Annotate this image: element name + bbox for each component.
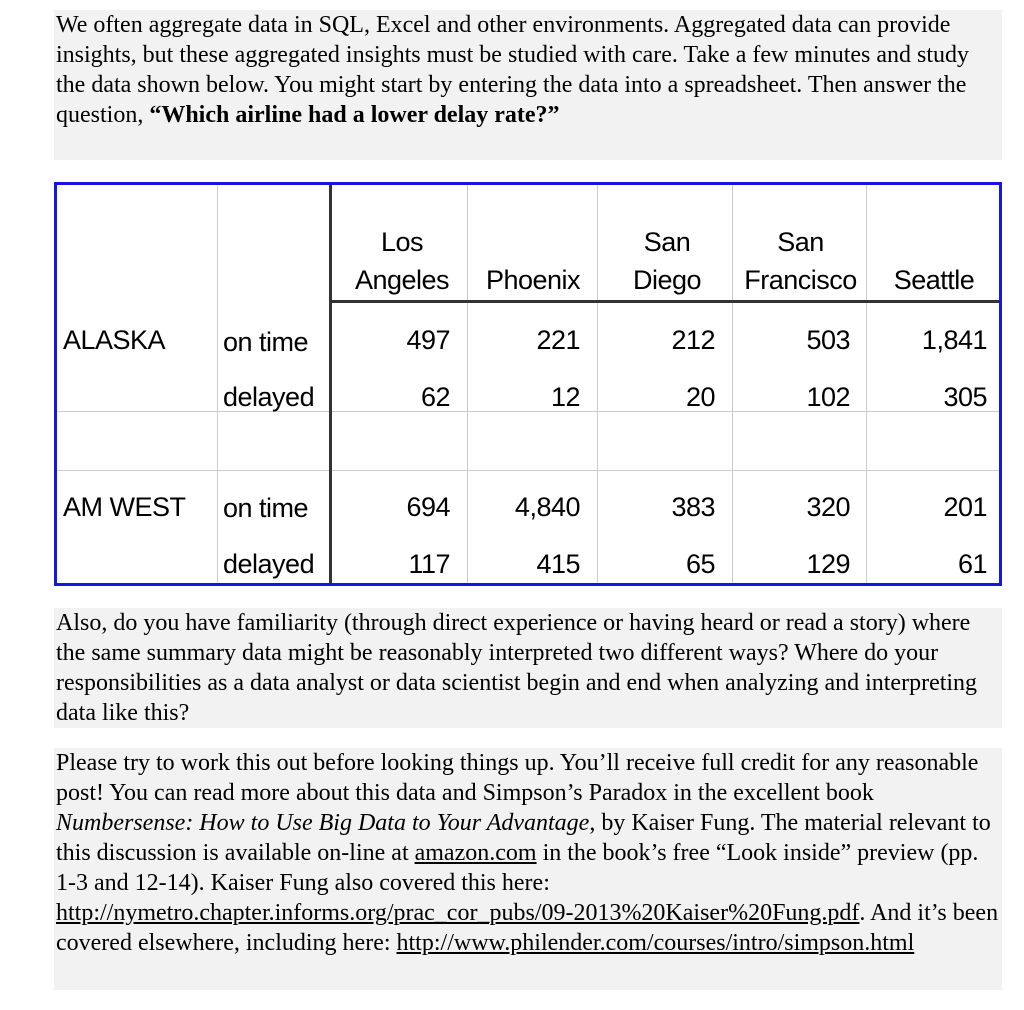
credit-text-4: . And it’s been covered elsewhere, including here: <box>56 900 999 956</box>
book-title: Numbersense: How to Use Big Data to Your Advantage <box>56 810 590 836</box>
credit-text-3: in the book’s free “Look inside” preview (pp. 1-3 and 12-14). Kaiser Fung also covered this here: <box>56 840 979 896</box>
value-cell: 1,841 <box>921 325 987 355</box>
value-cell: 383 <box>671 492 715 522</box>
value-cell: 117 <box>408 549 450 579</box>
value-cell: 694 <box>406 492 450 522</box>
header-phoenix: Phoenix <box>485 265 581 295</box>
value-cell: 62 <box>420 382 450 412</box>
intro-text: We often aggregate data in SQL, Excel and other environments. Aggregated data can provide insights, but these aggregated insights must be studied with care. Take a few minutes and study the data shown below. You might start by entering the data into a spreadsheet. Then answer the question, <box>56 12 970 128</box>
table-grid <box>57 185 999 583</box>
value-cell: 129 <box>806 549 850 579</box>
value-cell: 503 <box>806 325 850 355</box>
value-cell: 320 <box>806 492 850 522</box>
header-san-francisco: San Francisco <box>744 227 857 295</box>
value-cell: 212 <box>671 325 715 355</box>
value-cell: 61 <box>957 549 987 579</box>
intro-paragraph <box>54 10 1002 160</box>
credit-text-1: Please try to work this out before looking things up. You’ll receive full credit for any reasonable post! You can read more about this data and Simpson’s Paradox in the excellent book <box>56 750 979 806</box>
status-on-time: on time <box>223 493 309 523</box>
delay-data-table <box>54 182 1002 586</box>
amazon-link[interactable]: amazon.com <box>414 840 537 866</box>
status-delayed: delayed <box>223 382 315 412</box>
credit-text-2: , by Kaiser Fung. The material relevant to this discussion is available on-line at <box>56 810 991 866</box>
value-cell: 415 <box>536 549 580 579</box>
credit-paragraph <box>54 748 1002 990</box>
informs-pdf-link[interactable]: http://nymetro.chapter.informs.org/prac_cor_pubs/09-2013%20Kaiser%20Fung.pdf <box>56 900 860 926</box>
value-cell: 4,840 <box>514 492 580 522</box>
familiarity-text: Also, do you have familiarity (through direct experience or having heard or read a story) where the same summary data might be reasonably interpreted two different ways? Where do your responsibilities as a data analyst or data scientist begin and end when analyzing and interpreting data like this? <box>56 610 978 726</box>
header-seattle: Seattle <box>893 265 975 295</box>
philender-link[interactable]: http://www.philender.com/courses/intro/simpson.html <box>396 930 915 956</box>
header-los-angeles: Los Angeles <box>354 227 450 295</box>
status-on-time: on time <box>223 327 309 357</box>
header-san-diego: San Diego <box>632 227 702 295</box>
status-delayed: delayed <box>223 549 315 579</box>
airline-am-west: AM WEST <box>63 492 186 522</box>
value-cell: 65 <box>685 549 715 579</box>
value-cell: 20 <box>685 382 715 412</box>
value-cell: 305 <box>943 382 987 412</box>
value-cell: 102 <box>806 382 850 412</box>
value-cell: 201 <box>943 492 987 522</box>
intro-question: “Which airline had a lower delay rate?” <box>149 102 560 128</box>
value-cell: 12 <box>550 382 580 412</box>
value-cell: 221 <box>536 325 580 355</box>
airline-alaska: ALASKA <box>63 325 166 355</box>
value-cell: 497 <box>406 325 450 355</box>
familiarity-paragraph <box>54 608 1002 728</box>
